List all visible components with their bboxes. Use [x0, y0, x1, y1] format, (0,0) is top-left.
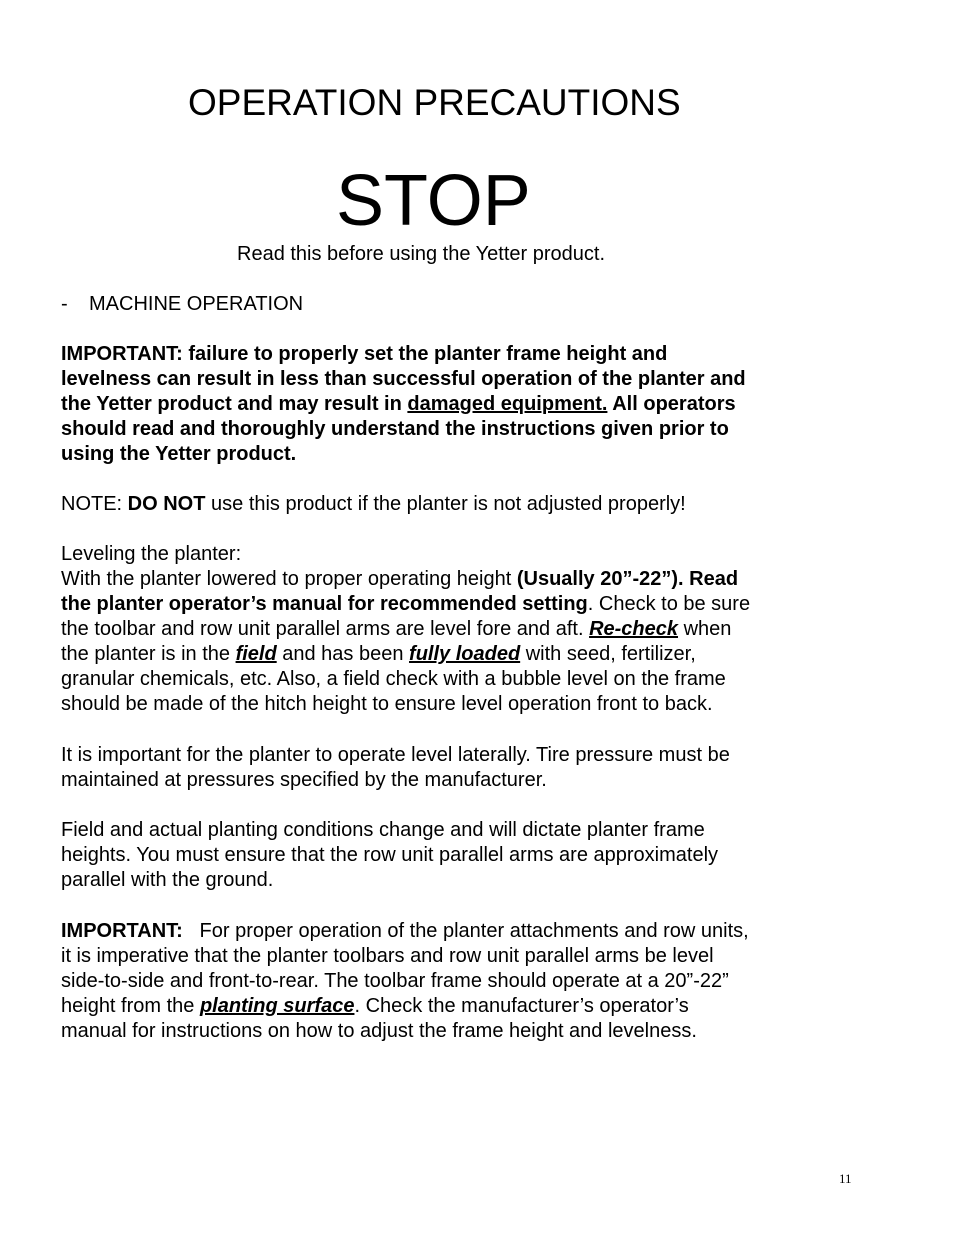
- text-line: the toolbar and row unit parallel arms are level fore and aft. Re-check when: [61, 618, 732, 640]
- section-heading: [61, 292, 303, 317]
- damaged-equipment-text: damaged equipment.: [407, 393, 608, 415]
- read-notice: Read this before using the Yetter product.: [237, 243, 606, 265]
- text-line: Field and actual planting conditions change and will dictate planter frame: [61, 819, 705, 841]
- text-line: should read and thoroughly understand the instructions given prior to: [61, 418, 729, 440]
- text-line: levelness can result in less than successful operation of the planter and: [61, 368, 746, 390]
- text-line: the Yetter product and may result in damaged equipment. All operators: [61, 393, 736, 415]
- field-conditions-paragraph: [61, 818, 718, 893]
- text-line: the planter is in the field and has been fully loaded with seed, fertilizer,: [61, 643, 696, 665]
- text-line: NOTE: DO NOT use this product if the planter is not adjusted properly!: [61, 493, 686, 515]
- text-line: the planter operator’s manual for recommended setting. Check to be sure: [61, 593, 751, 615]
- text-line: side-to-side and front-to-rear. The toolbar frame should operate at a 20”-22”: [61, 970, 729, 992]
- page-title: OPERATION PRECAUTIONS: [188, 82, 681, 123]
- leveling-heading: Leveling the planter:: [61, 543, 242, 565]
- text-line: IMPORTANT: failure to properly set the planter frame height and: [61, 343, 668, 365]
- text-line: parallel with the ground.: [61, 869, 274, 891]
- text-line: It is important for the planter to operate level laterally. Tire pressure must be: [61, 744, 730, 766]
- text-line: height from the planting surface. Check the manufacturer’s operator’s: [61, 995, 689, 1017]
- text-line: heights. You must ensure that the row unit parallel arms are approximately: [61, 844, 719, 866]
- note-paragraph: [61, 492, 686, 517]
- text-line: maintained at pressures specified by the manufacturer.: [61, 769, 547, 791]
- lateral-paragraph: [61, 743, 730, 793]
- fully-loaded-text: fully loaded: [409, 643, 521, 665]
- text-line: With the planter lowered to proper operating height (Usually 20”-22”). Read: [61, 568, 739, 590]
- text-line: it is imperative that the planter toolbars and row unit parallel arms be level: [61, 945, 714, 967]
- page-number: 11: [839, 1171, 852, 1186]
- text-line: using the Yetter product.: [61, 443, 297, 465]
- planting-surface-text: planting surface: [199, 995, 355, 1017]
- text-line: IMPORTANT: For proper operation of the planter attachments and row units,: [61, 920, 749, 942]
- re-check-text: Re-check: [589, 618, 679, 640]
- field-text: field: [235, 643, 277, 665]
- section-dash: -: [61, 293, 68, 315]
- stop-heading: STOP: [336, 161, 531, 241]
- leveling-paragraph: [61, 542, 750, 717]
- do-not-text: DO NOT: [127, 493, 206, 515]
- text-line: granular chemicals, etc. Also, a field check with a bubble level on the frame: [61, 668, 726, 690]
- important-paragraph-2: [61, 919, 749, 1044]
- important-paragraph-1: [61, 342, 746, 467]
- text-line: should be made of the hitch height to ensure level operation front to back.: [61, 693, 713, 715]
- text-line: manual for instructions on how to adjust the frame height and levelness.: [61, 1020, 697, 1042]
- section-label: MACHINE OPERATION: [89, 293, 304, 315]
